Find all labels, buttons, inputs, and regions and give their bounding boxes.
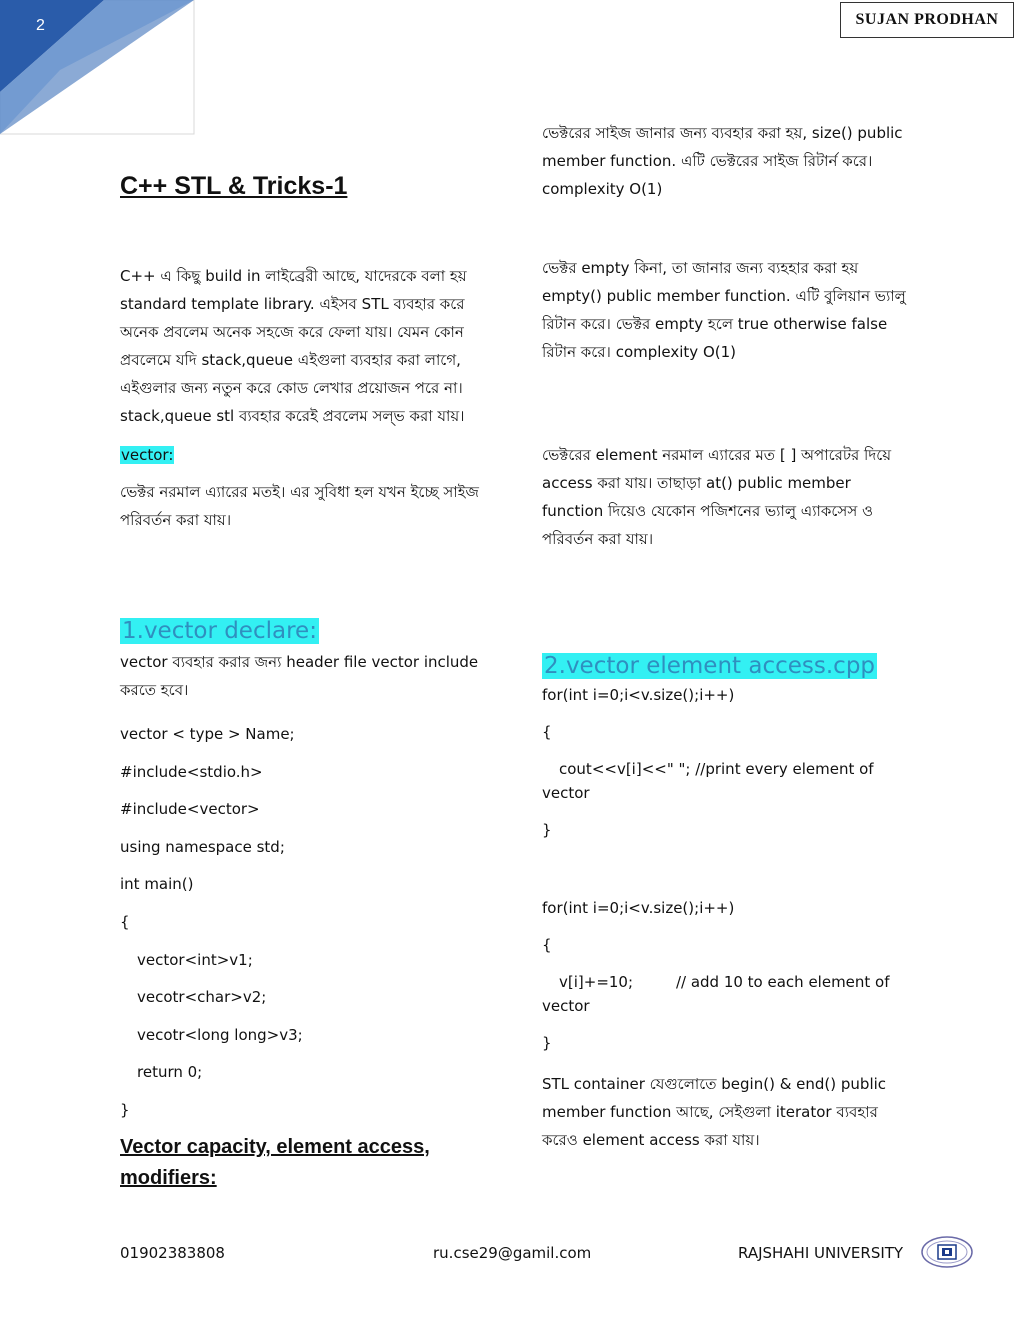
code-line: #include<vector>	[120, 800, 260, 819]
size-description: ভেক্টরের সাইজ জানার জন্য ব্যবহার করা হয়, size() public member function. এটি ভেক্টরের সাইজ রিটার্ন করে। complexity O(1)	[542, 124, 903, 198]
code-line: vecotr<char>v2;	[137, 988, 267, 1007]
code-line: vector < type > Name;	[120, 725, 295, 743]
code-line: }	[542, 821, 552, 839]
code-line: v[i]+=10; // add 10 to each element of vector	[542, 973, 895, 1015]
footer-phone: 01902383808	[120, 1244, 225, 1262]
code-line: }	[542, 1034, 552, 1052]
code-line: cout<<v[i]<<" "; //print every element of vector	[542, 760, 874, 802]
page-number: 2	[36, 17, 45, 34]
code-line: int main()	[120, 875, 194, 894]
vector-tag: vector:	[121, 446, 174, 464]
code-line: {	[120, 912, 130, 931]
code-block-add	[542, 896, 908, 1055]
intro-paragraph: C++ এ কিছু build in লাইব্রেরী আছে, যাদেরকে বলা হয় standard template library. এইসব STL ব্যবহার করে অনেক প্রবলেম অনেক সহজে করে ফেলা যায়। যেমন কোন প্রবলেমে যদি stack,queue এইগুলা ব্যবহার করা লাগে, এইগুলার জন্য নতুন করে কোড লেখার প্রয়োজন পরে না। stack,queue stl ব্যবহার করেই প্রবলেম সল্ভ করা যায়।	[120, 267, 467, 425]
code-line: vecotr<long long>v3;	[137, 1025, 303, 1044]
access-description: ভেক্টরের element নরমাল এ্যারের মত [ ] অপারেটর দিয়ে access করা যায়। তাছাড়া at() public member function দিয়েও যেকোন পজিশনের ভ্যালু এ্যাকসেস ও পরিবর্তন করা যায়।	[542, 446, 892, 548]
left-column	[120, 262, 482, 534]
section1-description: vector ব্যবহার করার জন্য header file vector include করতে হবে।	[120, 653, 479, 699]
corner-decoration-icon	[0, 0, 200, 140]
code-line: {	[542, 723, 552, 741]
code-line: }	[120, 1100, 130, 1119]
code-line: for(int i=0;i<v.size();i++)	[542, 899, 735, 917]
code-block-print	[542, 683, 908, 842]
empty-description: ভেক্টর empty কিনা, তা জানার জন্য ব্যহহার করা হয় empty() public member function. এটি বুলিয়ান ভ্যালু রিটান করে। ভেক্টর empty হলে true otherwise false রিটান করে। complexity O(1)	[542, 259, 906, 361]
code-line: {	[542, 936, 552, 954]
university-logo-icon	[920, 1234, 974, 1270]
section1	[120, 614, 482, 648]
page-title: C++ STL & Tricks-1	[120, 172, 348, 200]
code-line: vector<int>v1;	[137, 950, 253, 969]
section2	[542, 649, 908, 683]
code-block-declare	[120, 716, 482, 1130]
code-line: using namespace std;	[120, 837, 285, 856]
code-line: for(int i=0;i<v.size();i++)	[542, 686, 735, 704]
footer-university: RAJSHAHI UNIVERSITY	[738, 1244, 904, 1262]
capacity-subheading: Vector capacity, element access, modifiers:	[120, 1136, 430, 1189]
code-line: return 0;	[137, 1063, 203, 1082]
footer-email: ru.cse29@gamil.com	[433, 1244, 592, 1262]
section2-heading: 2.vector element access.cpp	[544, 653, 876, 679]
section1-heading: 1.vector declare:	[122, 618, 317, 644]
vector-description: ভেক্টর নরমাল এ্যারের মতই। এর সুবিধা হল যখন ইচ্ছে সাইজ পরিবর্তন করা যায়।	[120, 483, 479, 529]
code-line: #include<stdio.h>	[120, 762, 263, 781]
author-name-box: SUJAN PRODHAN	[840, 2, 1014, 38]
iterator-description: STL container যেগুলোতে begin() & end() public member function আছে, সেইগুলা iterator ব্যবহার করেও element access করা যায়।	[542, 1075, 887, 1149]
